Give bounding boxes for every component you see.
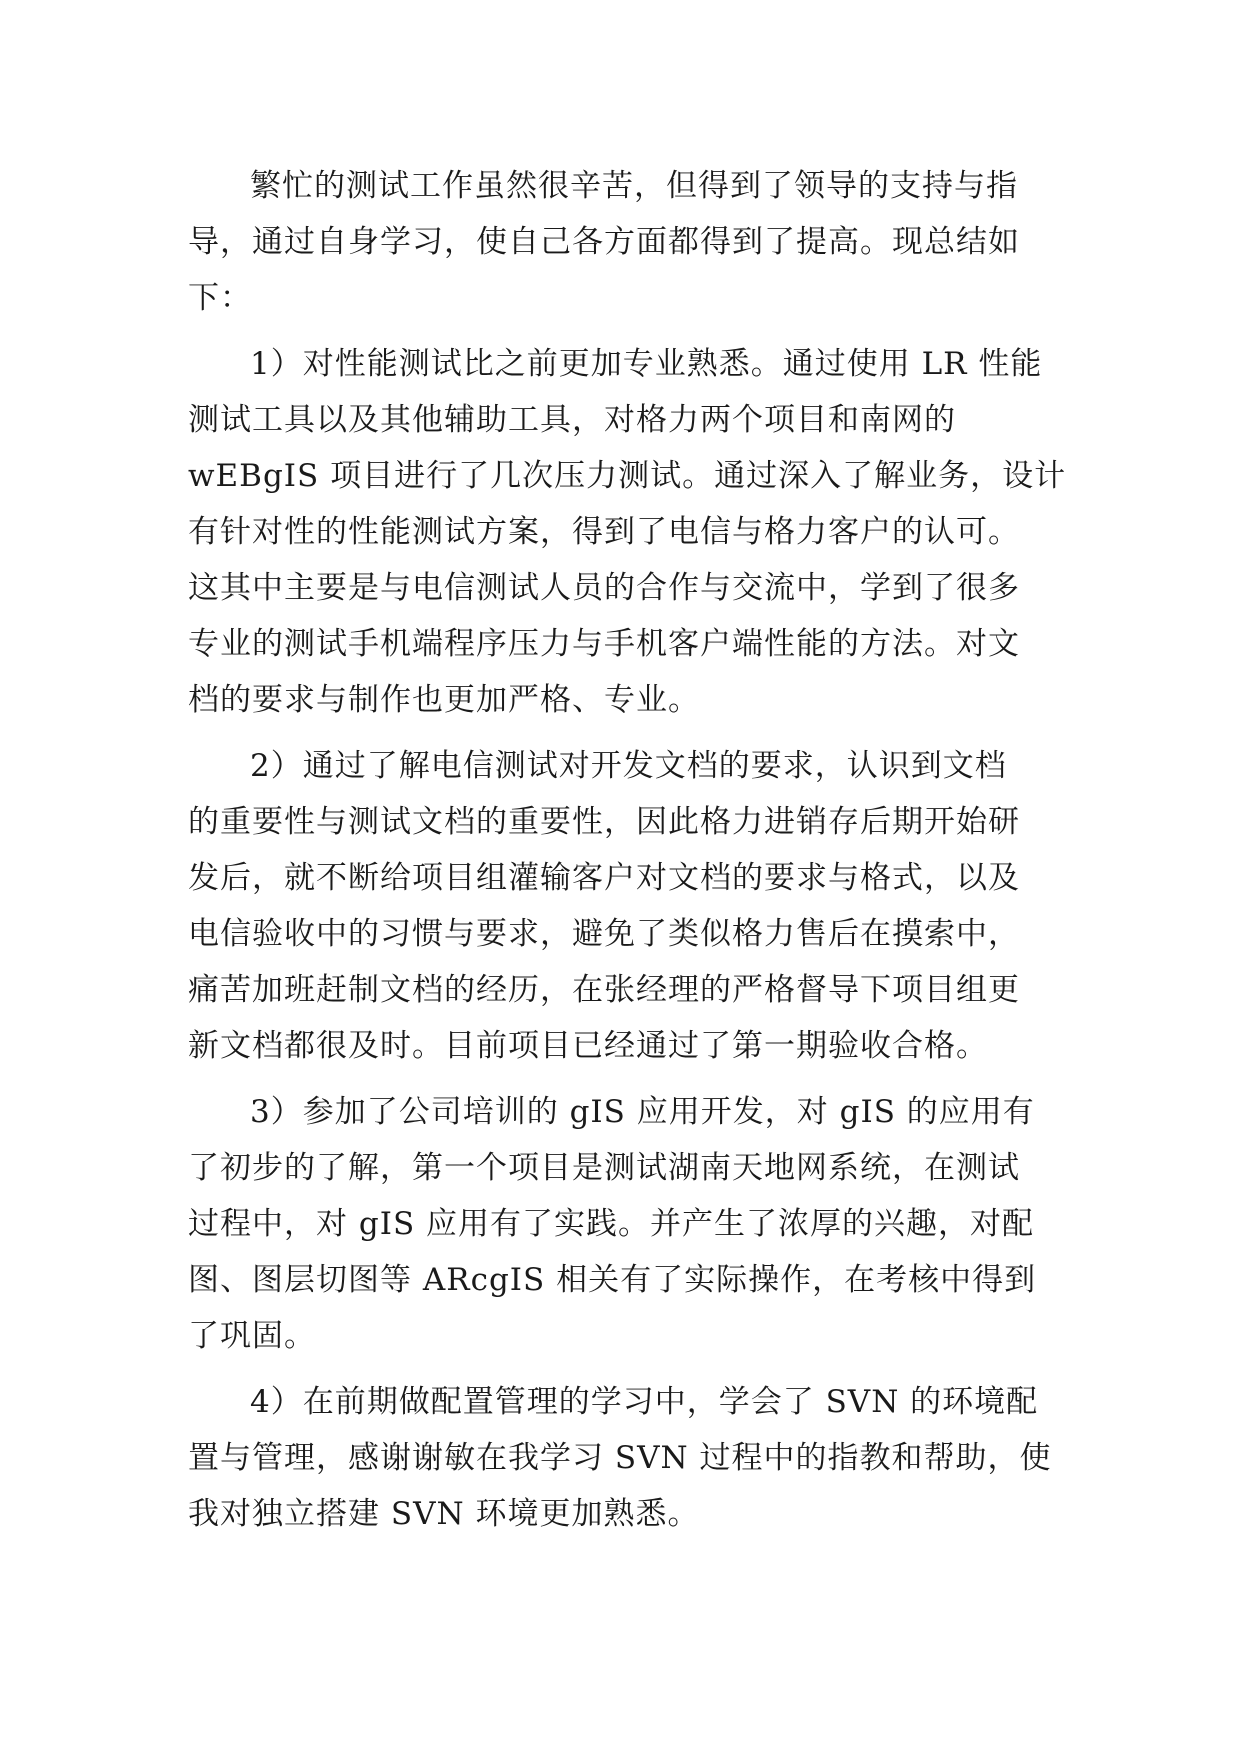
item-2-line-4: 电信验收中的习惯与要求，避免了类似格力售后在摸索中， <box>188 916 1020 952</box>
item-1-line-6: 专业的测试手机端程序压力与手机客户端性能的方法。对文 <box>188 626 1020 662</box>
item-4-line-2: 置与管理，感谢谢敏在我学习 SVN 过程中的指教和帮助，使 <box>188 1440 1052 1476</box>
item-3-line-5: 了巩固。 <box>188 1318 316 1354</box>
item-2-line-2: 的重要性与测试文档的重要性，因此格力进销存后期开始研 <box>188 804 1020 840</box>
item-2-line-5: 痛苦加班赶制文档的经历，在张经理的严格督导下项目组更 <box>188 972 1020 1008</box>
item-3-line-2: 了初步的了解，第一个项目是测试湖南天地网系统，在测试 <box>188 1150 1020 1186</box>
paragraph-intro-line-3: 下： <box>188 280 252 316</box>
item-1-line-4: 有针对性的性能测试方案，得到了电信与格力客户的认可。 <box>188 514 1020 550</box>
item-2-line-6: 新文档都很及时。目前项目已经通过了第一期验收合格。 <box>188 1028 988 1064</box>
item-3-line-3: 过程中，对 gIS 应用有了实践。并产生了浓厚的兴趣，对配 <box>188 1206 1035 1242</box>
paragraph-intro-line-2: 导，通过自身学习，使自己各方面都得到了提高。现总结如 <box>188 224 1020 260</box>
item-4-line-3: 我对独立搭建 SVN 环境更加熟悉。 <box>188 1496 700 1532</box>
item-1-line-5: 这其中主要是与电信测试人员的合作与交流中，学到了很多 <box>188 570 1020 606</box>
paragraph-intro-line-1: 繁忙的测试工作虽然很辛苦，但得到了领导的支持与指 <box>250 168 1018 204</box>
item-1-line-1: 1）对性能测试比之前更加专业熟悉。通过使用 LR 性能 <box>250 346 1043 382</box>
item-2-line-1: 2）通过了解电信测试对开发文档的要求，认识到文档 <box>250 748 1007 784</box>
item-1-line-2: 测试工具以及其他辅助工具，对格力两个项目和南网的 <box>188 402 956 438</box>
item-1-line-7: 档的要求与制作也更加严格、专业。 <box>188 682 700 718</box>
item-3-line-1: 3）参加了公司培训的 gIS 应用开发，对 gIS 的应用有 <box>250 1094 1035 1130</box>
item-3-line-4: 图、图层切图等 ARcgIS 相关有了实际操作，在考核中得到 <box>188 1262 1037 1298</box>
item-4-line-1: 4）在前期做配置管理的学习中，学会了 SVN 的环境配 <box>250 1384 1039 1420</box>
item-2-line-3: 发后，就不断给项目组灌输客户对文档的要求与格式，以及 <box>188 860 1020 896</box>
item-1-line-3: wEBgIS 项目进行了几次压力测试。通过深入了解业务，设计 <box>188 458 1067 494</box>
